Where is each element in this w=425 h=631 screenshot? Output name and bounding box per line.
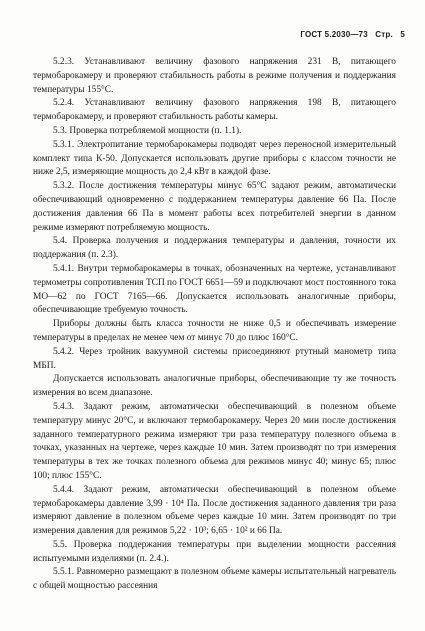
paragraph-accuracy-class: Приборы должны быть класса точности не ниже 0,5 и обеспечивать измерение температуры в пределах не менее чем от минус 70 до плюс 160°С. (33, 319, 396, 343)
document-body (33, 56, 396, 594)
section-heading-5-4: 5.4. Проверка получения и поддержания температуры и давления, точности их поддержания (п. 2.3). (33, 236, 396, 261)
paragraph-5-4-1: 5.4.1. Внутри термобарокамеры в точках, обозначенных на чертеже, устанавливают термометры сопротивления ТСП по ГОСТ 6651—59 и подключают мост постоянного тока МО—62 по ГОСТ 7165—66. Допускается использовать аналогичные приборы, обеспечивающие требуемую точность. (33, 263, 396, 316)
paragraph-5-2-4: 5.2.4. Устанавливают величину фазового напряжения 198 В, питающего термобарокамеру, и проверяют стабильность работы камеры. (33, 98, 396, 123)
page-label: Стр. (375, 30, 393, 39)
section-heading-5-5: 5.5. Проверка поддержания температуры при выделении мощности рассеяния испытуемыми изделиями (п. 2.4.). (33, 539, 396, 564)
paragraph-5-4-3: 5.4.3. Задают режим, автоматически обеспечивающий в полезном объеме температуру минус 20°С, и включают термобарокамеру. Через 20 мин после достижения заданного температурного режима измеряют три раза температуру полезного объема в точках, указанных на чертеже, через каждые 10 мин. Затем производят по три измерения температуры в тех же точках полезного объема для режимов минус 40; минус 65; плюс 100; плюс 155°С. (33, 401, 396, 481)
page-header (295, 30, 405, 39)
paragraph-5-3-1: 5.3.1. Электропитание термобарокамеры подводят через переносной измерительный комплект типа К-50. Допускается использовать другие приборы с классом точности не ниже 2,5, измеряющие мощность до 2,4 кВт в каждой фазе. (33, 139, 396, 178)
paragraph-5-3-2: 5.3.2. После достижения температуры минус 65°С задают режим, автоматически обеспечивающий одновременно с поддержанием температуры давление 66 Па. После достижения давления 66 Па в момент работы всех потребителей энергии в данном режиме измеряют потребляемую мощность. (33, 181, 396, 233)
paragraph-5-4-2: 5.4.2. Через тройник вакуумной системы присоединяют ртутный манометр типа МБП. (33, 346, 396, 371)
paragraph-5-4-4: 5.4.4. Задают режим, автоматически обеспечивающий в полезном объеме термобарокамеры давление 3,99 · 10⁴ Па. После достижения заданного давления три раза измеряют давление в полезном объеме через каждые 10 мин. Затем производят по три измерения давления для режимов 5,22 · 10³; 6,65 · 10² и 66 Па. (33, 484, 396, 537)
paragraph-analog-instruments: Допускается использовать аналогичные приборы, обеспечивающие ту же точность измерения во всем диапазоне. (33, 374, 396, 399)
standard-number: ГОСТ 5.2030—73 (300, 30, 368, 39)
section-heading-5-3: 5.3. Проверка потребляемой мощности (п. 1.1). (53, 125, 242, 136)
paragraph-5-2-3: 5.2.3. Устанавливают величину фазового напряжения 231 В, питающего термобарокамеру и проверяют стабильность работы в режиме получения и поддержания температуры 155°С. (33, 57, 396, 95)
paragraph-5-5-1: 5.5.1. Равномерно размещают в полезном объеме камеры испытательный нагреватель с общей мощностью рассеяния (33, 567, 396, 592)
page-number: 5 (400, 30, 405, 39)
